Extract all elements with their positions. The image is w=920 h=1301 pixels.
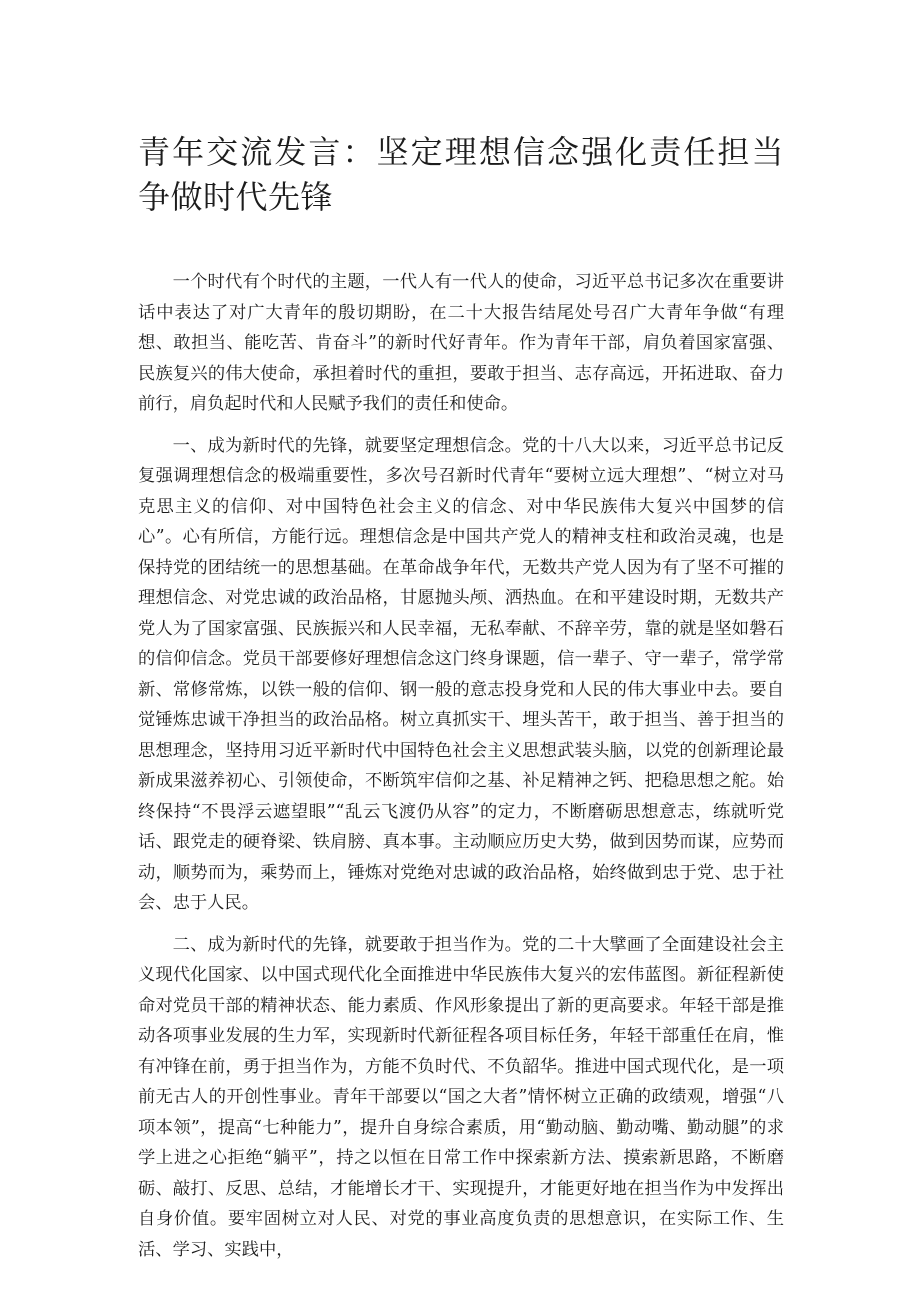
document-title: 青年交流发言：坚定理想信念强化责任担当争做时代先锋 bbox=[138, 133, 784, 216]
paragraph-section-one: 一、成为新时代的先锋，就要坚定理想信念。党的十八大以来，习近平总书记反复强调理想信念的极端重要性，多次号召新时代青年“要树立远大理想”、“树立对马克思主义的信仰、对中国特色社会主义的信念、对中华民族伟大复兴中国梦的信心”。心有所信，方能行远。理想信念是中国共产党人的精神支柱和政治灵魂，也是保持党的团结统一的思想基础。在革命战争年代，无数共产党人因为有了坚不可摧的理想信念、对党忠诚的政治品格，甘愿抛头颅、洒热血。在和平建设时期，无数共产党人为了国家富强、民族振兴和人民幸福，无私奉献、不辞辛劳，靠的就是坚如磐石的信仰信念。党员干部要修好理想信念这门终身课题，信一辈子、守一辈子，常学常新、常修常炼，以铁一般的信仰、钢一般的意志投身党和人民的伟大事业中去。要自觉锤炼忠诚干净担当的政治品格。树立真抓实干、埋头苦干，敢于担当、善于担当的思想理念，坚持用习近平新时代中国特色社会主义思想武装头脑，以党的创新理论最新成果滋养初心、引领使命，不断筑牢信仰之基、补足精神之钙、把稳思想之舵。始终保持“不畏浮云遮望眼”“乱云飞渡仍从容”的定力，不断磨砺思想意志，练就听党话、跟党走的硬脊梁、铁肩膀、真本事。主动顺应历史大势，做到因势而谋，应势而动，顺势而为，乘势而上，锤炼对党绝对忠诚的政治品格，始终做到忠于党、忠于社会、忠于人民。 bbox=[138, 435, 784, 913]
document-page bbox=[138, 130, 784, 1276]
paragraph-intro: 一个时代有个时代的主题，一代人有一代人的使命，习近平总书记多次在重要讲话中表达了对广大青年的殷切期盼，在二十大报告结尾处号召广大青年争做“有理想、敢担当、能吃苦、肯奋斗”的新时代好青年。作为青年干部，肩负着国家富强、民族复兴的伟大使命，承担着时代的重担，要敢于担当、志存高远，开拓进取、奋力前行，肩负起时代和人民赋予我们的责任和使命。 bbox=[138, 272, 784, 414]
paragraph-section-two: 二、成为新时代的先锋，就要敢于担当作为。党的二十大擘画了全面建设社会主义现代化国家、以中国式现代化全面推进中华民族伟大复兴的宏伟蓝图。新征程新使命对党员干部的精神状态、能力素质、作风形象提出了新的更高要求。年轻干部是推动各项事业发展的生力军，实现新时代新征程各项目标任务，年轻干部重任在肩，惟有冲锋在前，勇于担当作为，方能不负时代、不负韶华。推进中国式现代化，是一项前无古人的开创性事业。青年干部要以“国之大者”情怀树立正确的政绩观，增强“八项本领”，提高“七种能力”，提升自身综合素质，用“勤动脑、勤动嘴、勤动腿”的求学上进之心拒绝“躺平”，持之以恒在日常工作中探索新方法、摸索新思路，不断磨砺、敲打、反思、总结，才能增长才干、实现提升，才能更好地在担当作为中发挥出自身价值。要牢固树立对人民、对党的事业高度负责的思想意识，在实际工作、生活、学习、实践中， bbox=[138, 934, 784, 1260]
